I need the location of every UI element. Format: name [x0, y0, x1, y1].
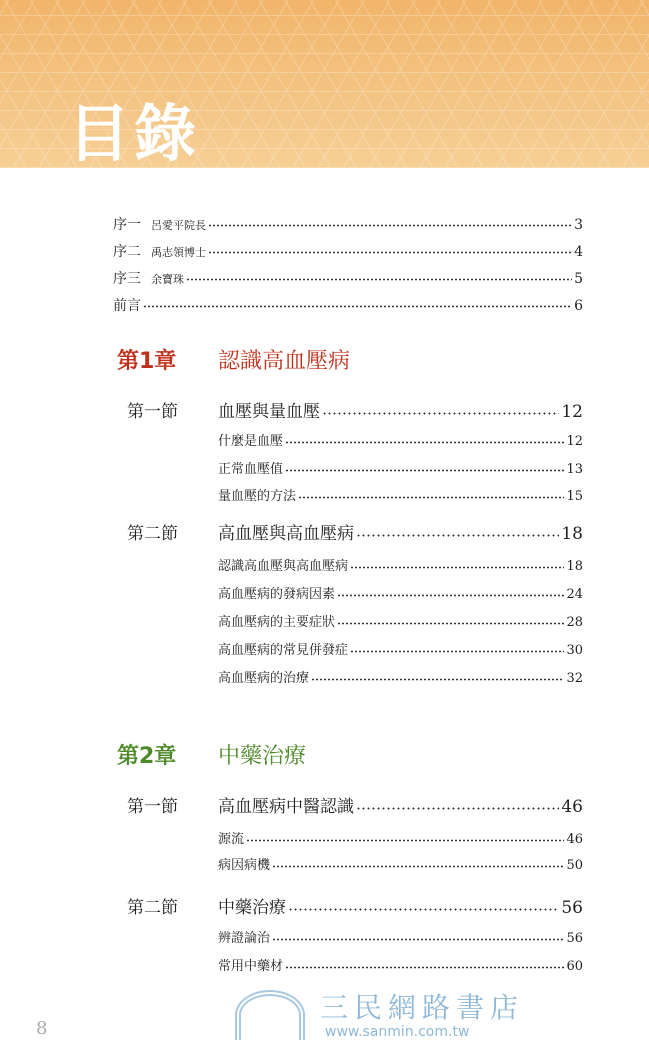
preface-label: 序二	[113, 244, 141, 260]
toc-section[interactable]	[127, 792, 583, 817]
page-number: 3	[574, 217, 583, 233]
page-number: 60	[566, 959, 583, 974]
section-title: 血壓與量血壓	[218, 402, 320, 422]
preface-label: 前言	[113, 298, 141, 314]
page-number: 50	[566, 858, 583, 873]
watermark	[225, 986, 585, 1046]
toc-item[interactable]	[218, 639, 583, 658]
section-label: 第二節	[127, 524, 178, 544]
toc-preface[interactable]	[113, 214, 583, 234]
chapter-title: 中藥治療	[218, 744, 307, 769]
section-label: 第二節	[127, 898, 178, 918]
item-title: 認識高血壓與高血壓病	[218, 559, 349, 574]
dot-leader	[337, 613, 564, 626]
page-number: 12	[561, 402, 583, 422]
item-title: 常用中藥材	[218, 959, 284, 974]
dot-leader	[285, 460, 564, 473]
dot-leader	[285, 957, 564, 970]
toc-section[interactable]	[127, 397, 583, 422]
item-title: 高血壓病的常見併發症	[218, 643, 349, 658]
page-number: 32	[566, 671, 583, 686]
dot-leader	[288, 896, 559, 913]
page-number: 28	[566, 615, 583, 630]
page-number: 56	[566, 931, 583, 946]
page-number: 46	[566, 832, 583, 847]
page-number: 30	[566, 643, 583, 658]
preface-label: 序一	[113, 217, 141, 233]
page-title: 目錄	[68, 97, 201, 170]
item-title: 高血壓病的治療	[218, 671, 310, 686]
chapter-heading[interactable]	[117, 344, 351, 375]
toc-preface[interactable]	[113, 241, 583, 261]
watermark-url: www.sanmin.com.tw	[325, 1024, 470, 1040]
toc-foreword[interactable]	[113, 295, 583, 315]
chapter-heading[interactable]	[117, 739, 307, 770]
page-number: 13	[566, 462, 583, 477]
section-title: 中藥治療	[218, 898, 286, 918]
page-number: 6	[574, 298, 583, 314]
dot-leader	[285, 432, 564, 445]
dot-leader	[356, 795, 559, 812]
dot-leader	[272, 929, 564, 942]
item-title: 量血壓的方法	[218, 489, 297, 504]
watermark-name: 三民網路書店	[320, 991, 525, 1024]
item-title: 正常血壓值	[218, 462, 284, 477]
dot-leader	[322, 400, 559, 417]
toc-item[interactable]	[218, 611, 583, 630]
header-banner	[0, 0, 649, 168]
dot-leader	[298, 487, 564, 500]
toc-item[interactable]	[218, 927, 583, 946]
dot-leader	[272, 856, 564, 869]
page-number: 24	[566, 587, 583, 602]
item-title: 高血壓病的發病因素	[218, 587, 336, 602]
toc-item[interactable]	[218, 485, 583, 504]
page-number: 46	[561, 797, 583, 817]
toc-item[interactable]	[218, 458, 583, 477]
section-title: 高血壓與高血壓病	[218, 524, 354, 544]
section-title: 高血壓病中醫認識	[218, 797, 354, 817]
chapter-title: 認識高血壓病	[218, 349, 351, 374]
page-number: 56	[561, 898, 583, 918]
preface-author: 余寶珠	[151, 273, 184, 286]
item-title: 病因病機	[218, 858, 271, 873]
section-label: 第一節	[127, 797, 178, 817]
item-title: 源流	[218, 832, 245, 847]
item-title: 辨證論治	[218, 931, 271, 946]
page-number: 18	[561, 524, 583, 544]
dot-leader	[337, 585, 564, 598]
page-number: 5	[574, 271, 583, 287]
toc-item[interactable]	[218, 854, 583, 873]
preface-author: 禹志領博士	[151, 246, 206, 259]
dot-leader	[350, 557, 564, 570]
toc-item[interactable]	[218, 955, 583, 974]
section-label: 第一節	[127, 402, 178, 422]
page-number: 12	[566, 434, 583, 449]
page-number: 15	[566, 489, 583, 504]
dot-leader	[350, 641, 564, 654]
dot-leader	[186, 269, 572, 283]
toc-section[interactable]	[127, 519, 583, 544]
dot-leader	[311, 669, 564, 682]
page-number: 18	[566, 559, 583, 574]
page-number: 4	[574, 244, 583, 260]
toc-item[interactable]	[218, 583, 583, 602]
page-footer-number: 8	[36, 1018, 48, 1039]
preface-label: 序三	[113, 271, 141, 287]
dot-leader	[356, 522, 559, 539]
preface-author: 呂愛平院長	[151, 219, 206, 232]
item-title: 高血壓病的主要症狀	[218, 615, 336, 630]
dot-leader	[208, 242, 572, 256]
chapter-number: 第2章	[117, 744, 177, 769]
toc-item[interactable]	[218, 555, 583, 574]
dot-leader	[208, 215, 572, 229]
toc-item[interactable]	[218, 430, 583, 449]
toc-item[interactable]	[218, 828, 583, 847]
dot-leader	[246, 830, 564, 843]
toc-item[interactable]	[218, 667, 583, 686]
dot-leader	[143, 296, 572, 310]
toc-preface[interactable]	[113, 268, 583, 288]
chapter-number: 第1章	[117, 349, 177, 374]
watermark-logo	[235, 990, 305, 1040]
toc-section[interactable]	[127, 893, 583, 918]
item-title: 什麼是血壓	[218, 434, 284, 449]
